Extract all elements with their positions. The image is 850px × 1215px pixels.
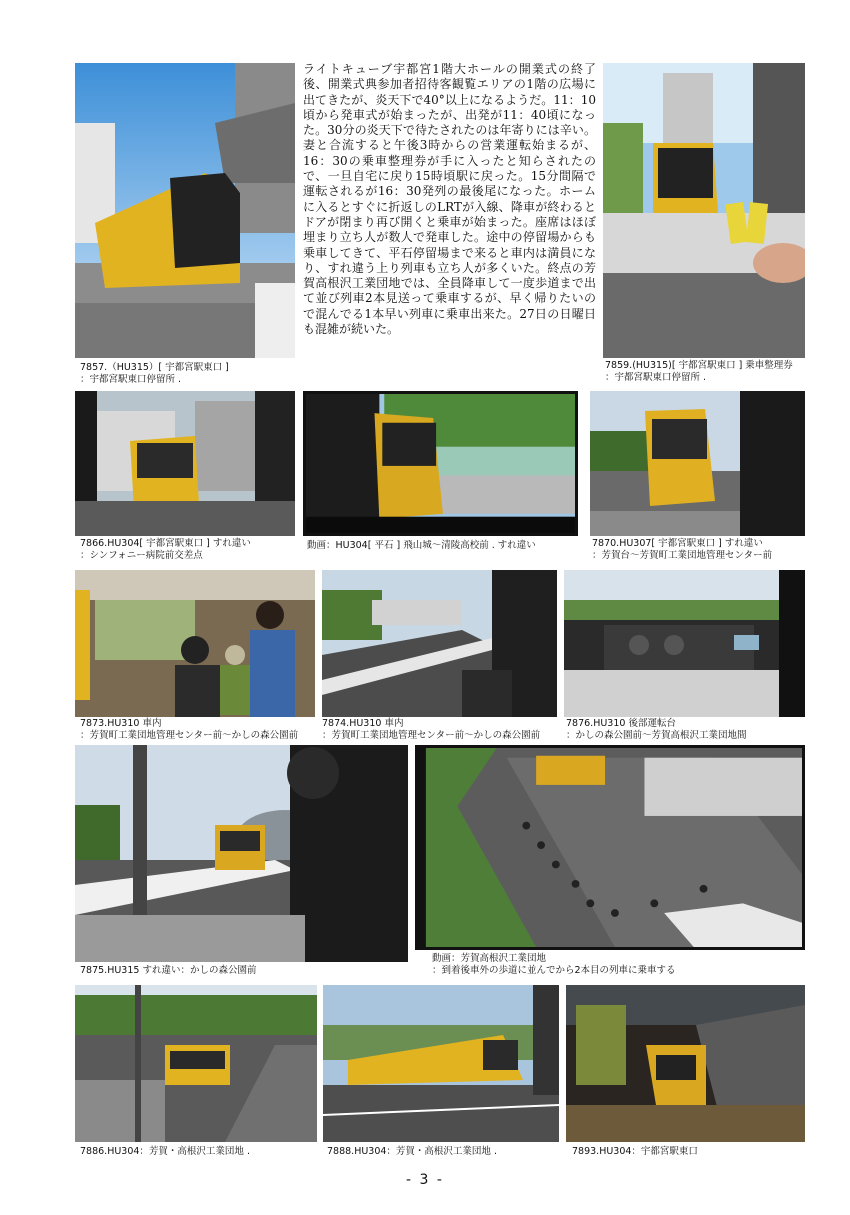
photo-7859-boarding-ticket <box>603 63 805 358</box>
caption-7888: 7888.HU304：芳賀・高根沢工業団地 . <box>327 1146 497 1157</box>
photo-7866-passing-tram <box>75 391 295 536</box>
caption-7875: 7875.HU315 すれ違い：かしの森公園前 <box>80 965 257 976</box>
caption-7866: 7866.HU304[ 宇都宮駅東口 ] すれ違い ：シンフォニー病院前交差点 <box>80 538 251 561</box>
video-hu304-hiraishi[interactable] <box>303 391 578 536</box>
caption-7870: 7870.HU307[ 宇都宮駅東口 ] すれ違い ：芳賀台～芳賀町工業団地管理センター前 <box>592 538 773 561</box>
caption-video-2: 動画：芳賀高根沢工業団地 ：到着後車外の歩道に並んでから2本目の列車に乗車する <box>432 953 676 976</box>
photo-7888-haga-takanezawa <box>323 985 559 1142</box>
photo-7893-utsunomiya-east-exit <box>566 985 805 1142</box>
photo-7870-passing-tram <box>590 391 805 536</box>
caption-7873: 7873.HU310 車内 ：芳賀町工業団地管理センター前～かしの森公園前 <box>80 718 299 741</box>
caption-7859: 7859.(HU315)[ 宇都宮駅東口 ] 乗車整理券 ：宇都宮駅東口停留所 . <box>605 360 793 383</box>
photo-7874-interior-view <box>322 570 557 717</box>
caption-7886: 7886.HU304：芳賀・高根沢工業団地 . <box>80 1146 250 1157</box>
article-body-text: ライトキューブ宇都宮1階大ホールの開業式の終了後、開業式典参加者招待客観覧エリアの1階の広場に出てきたが、炎天下で40°以上になるようだ。11：10頃から発車式が始まったが、出発が11：40頃になった。30分の炎天下で待たされたのは年寄りには辛い。妻と合流すると午後3時からの営業運転始まるが、16：30の乗車整理券が手に入ったと知らされたので、一旦自宅に戻り15時頃駅に戻った。15分間隔で運転されるが16：30発列の最後尾になった。ホームに入るとすぐに折返しのLRTが入線、降車が終わるとドアが閉まり再び開くと乗車が始まった。座席はほぼ埋まり立ち人が数人で発車した。途中の停留場からも乗車してきて、平石停留場まで来ると車内は満員になり、すれ違う上り列車も立ち人が多くいた。終点の芳賀高根沢工業団地では、全員降車して一度歩道まで出て並び列車2本見送って乗車するが、早く帰りたいので混んでる1本早い列車に乗車出来た。27日の日曜日も混雑が続いた。 <box>303 62 596 337</box>
photo-7876-rear-cab <box>564 570 805 717</box>
caption-7893: 7893.HU304：宇都宮駅東口 <box>572 1146 698 1157</box>
photo-7886-haga-takanezawa <box>75 985 317 1142</box>
caption-video-1: 動画：HU304[ 平石 ] 飛山城～清陵高校前 . すれ違い <box>307 540 536 551</box>
caption-7874: 7874.HU310 車内 ：芳賀町工業団地管理センター前～かしの森公園前 <box>322 718 541 741</box>
caption-7876: 7876.HU310 後部運転台 ：かしの森公園前～芳賀高根沢工業団地間 <box>566 718 747 741</box>
page-number: - 3 - <box>406 1172 444 1188</box>
photo-7873-interior <box>75 570 315 717</box>
caption-7857: 7857.（HU315）[ 宇都宮駅東口 ] ：宇都宮駅東口停留所 . <box>80 362 229 385</box>
photo-7857-tram-at-station <box>75 63 295 358</box>
photo-7875-passing-at-park <box>75 745 408 962</box>
video-haga-takanezawa-arrival[interactable] <box>415 745 805 950</box>
